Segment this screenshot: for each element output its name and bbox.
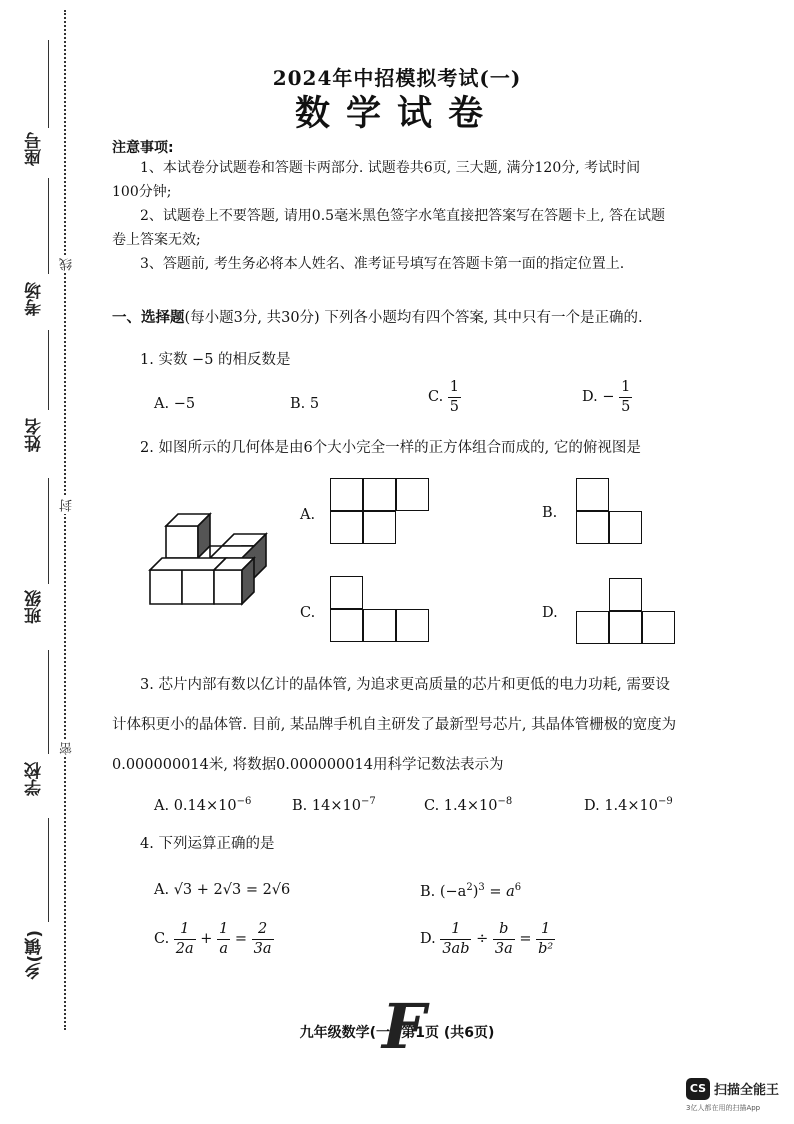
q3-option-c[interactable] [424,796,512,814]
q3-option-b[interactable] [292,796,376,814]
q4-b-mid: ) [472,883,479,900]
q1-option-c-label: C. [428,389,444,405]
q3-line-3: 0.000000014米, 将数据0.000000014用科学记数法表示为 [112,757,504,773]
label-township: 乡(镇) [25,930,45,980]
q2-option-a-label: A. [300,507,316,523]
q4-b-eq: = a [484,883,515,900]
q4-b-sup2: 3 [478,882,485,893]
q4-b-sup3: 6 [514,882,522,893]
line-class [48,478,49,584]
binding-dotted-line [64,10,66,1030]
q1-c-num: 1 [448,380,461,398]
line-exam-room [48,178,49,274]
q4-option-d[interactable]: D. $\frac{1}{3ab}$ ÷ $\frac{b}{3a}$ = $\frac{1}{\text{b²}}$ [420,921,554,957]
q1-c-den: 5 [449,398,460,415]
q4-d-f2-den: 3a [494,940,513,957]
q3-option-d[interactable] [584,796,673,814]
q4-b-left: B. (−a [420,883,467,900]
q3-c-base: C. 1.4×10 [424,797,498,814]
section-1-title: 一、选择题 [112,309,185,326]
q1-option-d-fraction [619,380,632,414]
q3-a-base: A. 0.14×10 [154,797,237,814]
q3-c-exp: −8 [497,796,513,807]
q4-c-f1-num: 1 [174,922,196,940]
line-name [48,330,49,410]
label-name: 姓名 [25,418,45,452]
q2-stem: 2. 如图所示的几何体是由6个大小完全一样的正方体组合而成的, 它的俯视图是 [140,440,641,456]
q3-a-exp: −6 [236,796,252,807]
q4-b-sup1: 2 [466,882,473,893]
q1-stem: 1. 实数 −5 的相反数是 [140,352,291,368]
seal-word-seal: 封 [60,499,75,512]
label-exam-room: 考场 [25,282,45,316]
q2-solid-figure [146,510,276,610]
q4-c-f2-den: a [219,940,228,957]
seal-word-secret: 密 [60,742,75,755]
notes-item-3: 3、答题前, 考生务必将本人姓名、准考证号填写在答题卡第一面的指定位置上. [140,256,625,272]
q2-option-b-figure[interactable] [576,478,642,544]
q2-option-c-label: C. [300,605,316,621]
notes-item-1: 1、本试卷分试题卷和答题卡两部分. 试题卷共6页, 三大题, 满分120分, 考试时间 [140,160,641,176]
section-1-instruction: 下列各小题均有四个答案, 其中只有一个是正确的. [324,310,643,326]
watermark-letter: F [382,990,427,1063]
label-school: 学校 [25,762,45,796]
q4-d-frac-1 [440,922,471,956]
notes-item-1-cont: 100分钟; [112,184,172,200]
label-class: 班级 [25,590,45,624]
q3-option-a[interactable] [154,796,251,814]
scanner-app-name: 扫描全能王 [714,1083,780,1098]
q4-d-f1-den: 3ab [442,940,470,957]
q3-line-1: 3. 芯片内部有数以亿计的晶体管, 为追求更高质量的芯片和更低的电力功耗, 需要设 [140,677,670,693]
subject-title: 数学试卷 [294,93,499,134]
q4-c-f3-den: 3a [253,940,272,957]
section-1-score: (每小题3分, 共30分) [184,310,320,326]
q4-c-label: C. [154,931,170,947]
q3-d-base: D. 1.4×10 [584,797,658,814]
q4-d-label: D. [420,931,436,947]
q4-d-f3-den: b² [538,940,554,957]
label-seat-number: 座号 [25,132,45,166]
q3-line-2: 计体积更小的晶体管. 目前, 某品牌手机自主研发了最新型号芯片, 其晶体管栅极的宽度为 [112,717,677,733]
q4-c-f3-num: 2 [252,922,274,940]
line-school [48,650,49,754]
q4-stem: 4. 下列运算正确的是 [140,836,275,852]
q2-option-b-label: B. [542,505,558,521]
q1-d-den: 5 [621,398,631,415]
q2-option-a-figure[interactable] [330,478,430,544]
q1-option-c[interactable] [428,380,461,414]
q3-d-exp: −9 [658,796,673,807]
q4-c-f2-num: 1 [217,922,230,940]
q4-option-a[interactable]: A. √3 + 2√3 = 2√6 [154,882,291,898]
q1-d-num: 1 [619,380,632,398]
scanner-logo-icon: CS [686,1078,710,1100]
q4-c-frac-3 [252,922,274,956]
q4-d-f3-num: 1 [536,922,555,940]
q3-b-exp: −7 [360,796,376,807]
q4-c-frac-1 [174,922,196,956]
q4-option-b[interactable] [420,882,521,900]
scanner-tagline: 3亿人都在用的扫描App [686,1104,761,1112]
q2-option-d-figure[interactable] [576,578,676,644]
q4-d-frac-2 [493,922,515,956]
q4-c-f1-den: 2a [175,940,194,957]
q4-d-f2-num: b [493,922,515,940]
q4-d-f1-num: 1 [440,922,471,940]
q1-option-d-label: D. − [582,389,615,405]
seal-word-line: 线 [60,258,75,271]
q2-option-c-figure[interactable] [330,576,430,642]
q3-b-base: B. 14×10 [292,797,361,814]
q4-d-frac-3 [536,922,555,956]
section-1-header [112,308,643,328]
notes-item-2: 2、试题卷上不要答题, 请用0.5毫米黑色签字水笔直接把答案写在答题卡上, 答在试题 [140,208,665,224]
page-footer: 九年级数学(一) 第1页 (共6页) [299,1025,495,1041]
q1-option-c-fraction [448,380,461,414]
line-township [48,818,49,922]
notes-heading: 注意事项: [112,140,174,156]
notes-item-2-cont: 卷上答案无效; [112,232,201,248]
q2-option-d-label: D. [542,605,558,621]
q4-option-c[interactable]: C. $\frac{1}{2a}$ + $\frac{1}{a}$ = $\frac{2}{3a}$ [154,921,272,957]
q1-option-b[interactable]: B. 5 [290,396,320,412]
q1-option-a[interactable]: A. −5 [154,396,196,412]
q1-option-d[interactable] [582,380,632,414]
q4-c-frac-2 [217,922,230,956]
exam-title: 2024年中招模拟考试(一) [272,66,522,90]
